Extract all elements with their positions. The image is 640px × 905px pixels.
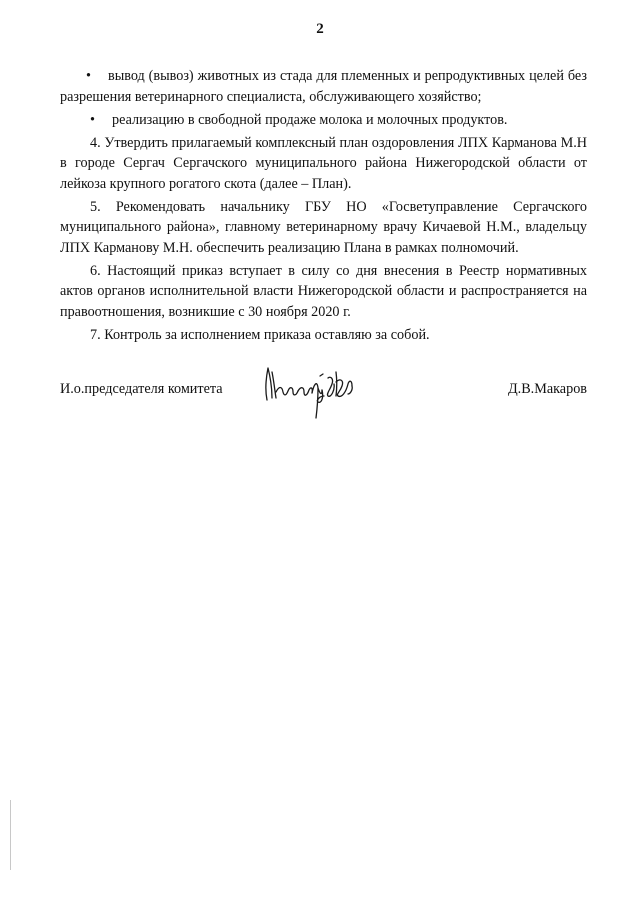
scan-margin-line [10, 800, 11, 870]
signatory-name: Д.В.Макаров [507, 381, 587, 397]
signature-block [60, 378, 587, 418]
paragraph-item-4: 4. Утвердить прилагаемый комплексный план оздоровления ЛПХ Карманова М.Н в городе Сергач Сергачского муниципального района Нижегородской области от лейкоза крупного рогатого скота (далее – План). [60, 134, 587, 192]
page-number: 2 [316, 21, 324, 37]
bullet-item-export [60, 66, 587, 107]
bullet-icon: • [86, 68, 91, 84]
document-body [60, 66, 587, 348]
paragraph-item-5: 5. Рекомендовать начальнику ГБУ НО «Госветуправление Сергачского муниципального района», главному ветеринарному врачу Кичаевой Н.М., владельцу ЛПХ Карманову М.Н. обеспечить реализацию Плана в рамках полномочий. [60, 198, 587, 256]
handwritten-signature [260, 358, 360, 424]
paragraph-item-6: 6. Настоящий приказ вступает в силу со дня внесения в Реестр нормативных актов органов исполнительной власти Нижегородской области и распространяется на правоотношения, возникшие с 30 ноября 2020 г. [60, 262, 587, 320]
bullet-icon: • [90, 111, 95, 128]
paragraph-item-7: 7. Контроль за исполнением приказа оставляю за собой. [90, 326, 430, 343]
bullet-item-sale [60, 110, 587, 131]
signatory-title: И.о.председателя комитета [60, 381, 223, 397]
bullet-text: вывод (вывоз) животных из стада для племенных и репродуктивных целей без разрешения ветеринарного специалиста, обслуживающего хозяйство; [60, 68, 587, 105]
bullet-text: реализацию в свободной продаже молока и молочных продуктов. [112, 111, 508, 128]
